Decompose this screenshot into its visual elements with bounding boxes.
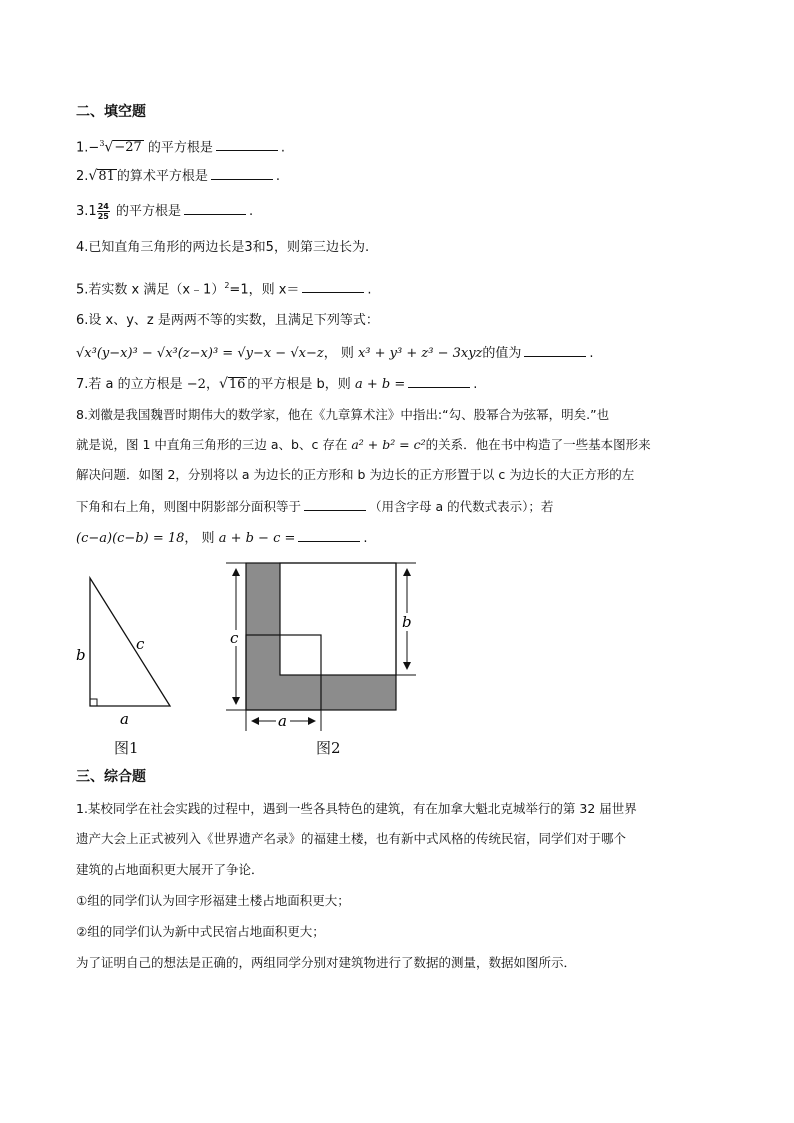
radicand: −27 [114, 140, 142, 156]
question-6-line-1: 6.设 x、y、z 是两两不等的实数，且满足下列等式： [76, 313, 379, 328]
problem-1-line-5: ②组的同学们认为新中式民宿占地面积更大； [76, 924, 325, 939]
question-6-line-2: √x³(y−x)³ − √x³(z−x)³ = √y−x − √x−z， 则 x³ + y³ + z³ − 3xyz的值为 . [76, 343, 594, 363]
radicand: 81 [98, 169, 115, 184]
question-7: 7.若 a 的立方根是 −2，√16 的平方根是 b，则 a + b = . [76, 376, 478, 392]
question-5: 5.若实数 x 满足（x﹣1）$^2$=1，则 x＝ . [76, 281, 372, 298]
figure-2-squares [220, 555, 430, 735]
answer-blank[interactable] [408, 374, 470, 388]
question-8-line-4: 下角和右上角，则图中阴影部分面积等于 （用含字母 a 的代数式表示）；若 [76, 499, 554, 514]
problem-1-line-1: 1.某校同学在社会实践的过程中，遇到一些各具特色的建筑，有在加拿大魁北克城举行的第 32 届世界 [76, 801, 637, 816]
problem-1-line-4: ①组的同学们认为回字形福建土楼占地面积更大； [76, 893, 350, 908]
answer-blank[interactable] [302, 279, 364, 293]
expression: x³ + y³ + z³ − 3xyz [357, 346, 483, 361]
label-b: b [76, 646, 86, 664]
answer-blank[interactable] [184, 201, 246, 215]
problem-1-line-3: 建筑的占地面积更大展开了争论． [76, 862, 264, 877]
question-8-line-3: 解决问题．如图 2，分别将以 a 为边长的正方形和 b 为边长的正方形置于以 c 为边长的大正方形的左 [76, 467, 635, 482]
radicand: 16 [228, 377, 246, 392]
question-2: 2.√81 的算术平方根是 . [76, 168, 281, 184]
label-c: c [136, 635, 145, 653]
figure-1-caption: 图1 [114, 739, 139, 757]
answer-blank[interactable] [298, 528, 360, 542]
question-4: 4.已知直角三角形的两边长是3和5，则第三边长为. [76, 240, 370, 255]
label-b: b [402, 613, 412, 631]
equation: √x³(y−x)³ − √x³(z−x)³ = √y−x − √x−z [76, 346, 324, 361]
label-a: a [120, 710, 129, 728]
question-8-line-1: 8.刘徽是我国魏晋时期伟大的数学家，他在《九章算术注》中指出:“勾、股幂合为弦幂，明矣.”也 [76, 407, 610, 422]
answer-blank[interactable] [524, 343, 586, 357]
figure-1-triangle [70, 570, 185, 730]
section-heading-fill-blank: 二、填空题 [76, 104, 146, 120]
fraction: $\frac{24}{25}$ [97, 202, 109, 221]
answer-blank[interactable] [304, 497, 366, 511]
figure-2-caption: 图2 [316, 739, 341, 757]
answer-blank[interactable] [211, 166, 273, 180]
square-b [280, 563, 396, 675]
question-8-line-5: (c−a)(c−b) = 18， 则 a + b − c = . [76, 528, 368, 548]
right-angle-marker [90, 699, 97, 706]
section-heading-comprehensive: 三、综合题 [76, 769, 146, 785]
label-c: c [230, 629, 239, 647]
answer-blank[interactable] [216, 137, 278, 151]
question-8-line-2: 就是说，图 1 中直角三角形的三边 a、b、c 存在 a² + b² = c²的关系．他在书中构造了一些基本图形来 [76, 437, 651, 452]
problem-1-line-2: 遗产大会上正式被列入《世界遗产名录》的福建土楼，也有新中式风格的传统民宿，同学们对于哪个 [76, 831, 627, 846]
question-1: 1.−$^3$√−27 的平方根是 . [76, 139, 286, 156]
problem-1-line-6: 为了证明自己的想法是正确的，两组同学分别对建筑物进行了数据的测量，数据如图所示． [76, 955, 577, 970]
label-a: a [278, 712, 287, 730]
triangle-shape [90, 578, 170, 706]
question-3: 3.1 $\frac{24}{25}$ 的平方根是 . [76, 202, 254, 221]
